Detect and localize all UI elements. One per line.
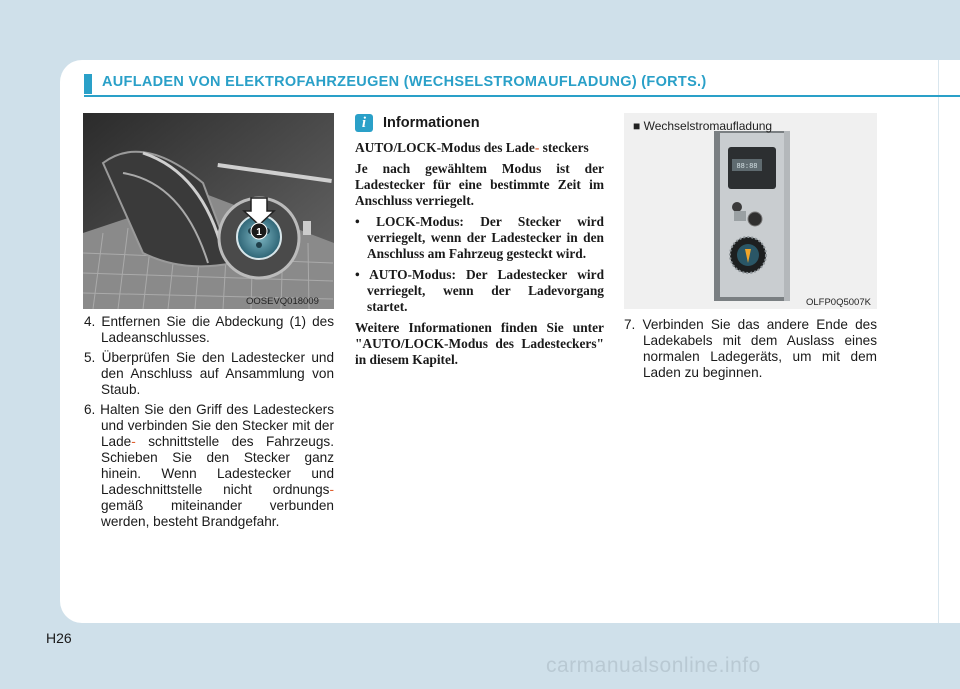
step-4: 4. Entfernen Sie die Abdeckung (1) des Ladeanschlusses. — [84, 314, 334, 345]
step-5: 5. Überprüfen Sie den Ladestecker und den Anschluss auf Ansammlung von Staub. — [84, 350, 335, 397]
info-reference: Weitere Informationen finden Sie unter "AUTO/LOCK-Modus des Ladesteckers" in diesem Kapitel. — [355, 320, 604, 367]
figure-left-code: OOSEVQ018009 — [246, 296, 319, 307]
right-margin-line — [938, 60, 939, 623]
info-header — [355, 114, 604, 132]
ac-charger-illustration — [624, 113, 877, 309]
info-paragraph: Je nach gewähltem Modus ist der Ladestecker für eine bestimmte Zeit im Anschluss verriegelt. — [355, 161, 604, 208]
info-subtitle: AUTO/LOCK-Modus des Lade- steckers — [355, 140, 589, 155]
page-number: H26 — [46, 630, 72, 646]
charging-port-illustration — [83, 113, 334, 309]
section-title: AUFLADEN VON ELEKTROFAHRZEUGEN (WECHSELSTROMAUFLADUNG) (FORTS.) — [102, 74, 707, 90]
info-title: Informationen — [383, 115, 480, 131]
step-7: 7. Verbinden Sie das andere Ende des Ladekabels mit dem Auslass eines normalen Ladegeräts, um mit dem Laden zu beginnen. — [624, 317, 878, 380]
watermark: carmanualsonline.info — [546, 654, 761, 677]
header-accent — [84, 74, 92, 94]
section-header — [84, 74, 960, 94]
charging-port-figure — [83, 113, 334, 309]
info-bullet-auto: • AUTO-Modus: Der Ladestecker wird verriegelt, wenn der Ladevorgang startet. — [355, 267, 605, 314]
callout-number: 1 — [256, 227, 262, 238]
left-column — [84, 314, 334, 534]
step-6: 6. Halten Sie den Griff des Ladesteckers und verbinden Sie den Stecker mit der Lade- schnittstelle des Fahrzeugs. Schieben Sie den Stecker ganz hinein. Wenn Ladestecker und Ladeschnittstelle nicht ordnungs- gemäß miteinander verbunden werden, besteht Brandgefahr. — [84, 402, 335, 529]
right-column — [624, 317, 877, 385]
header-rule — [84, 95, 960, 97]
svg-text:88:88: 88:88 — [736, 163, 758, 171]
info-bullet-lock: • LOCK-Modus: Der Stecker wird verriegelt, wenn der Ladestecker in den Anschluss am Fahrzeug gesteckt wird. — [355, 214, 604, 261]
info-box — [355, 114, 604, 373]
figure-right-code: OLFP0Q5007K — [806, 297, 871, 308]
ac-charger-figure — [624, 113, 877, 309]
info-icon: i — [355, 114, 373, 132]
figure-right-caption: ■ Wechselstromaufladung — [633, 119, 773, 133]
